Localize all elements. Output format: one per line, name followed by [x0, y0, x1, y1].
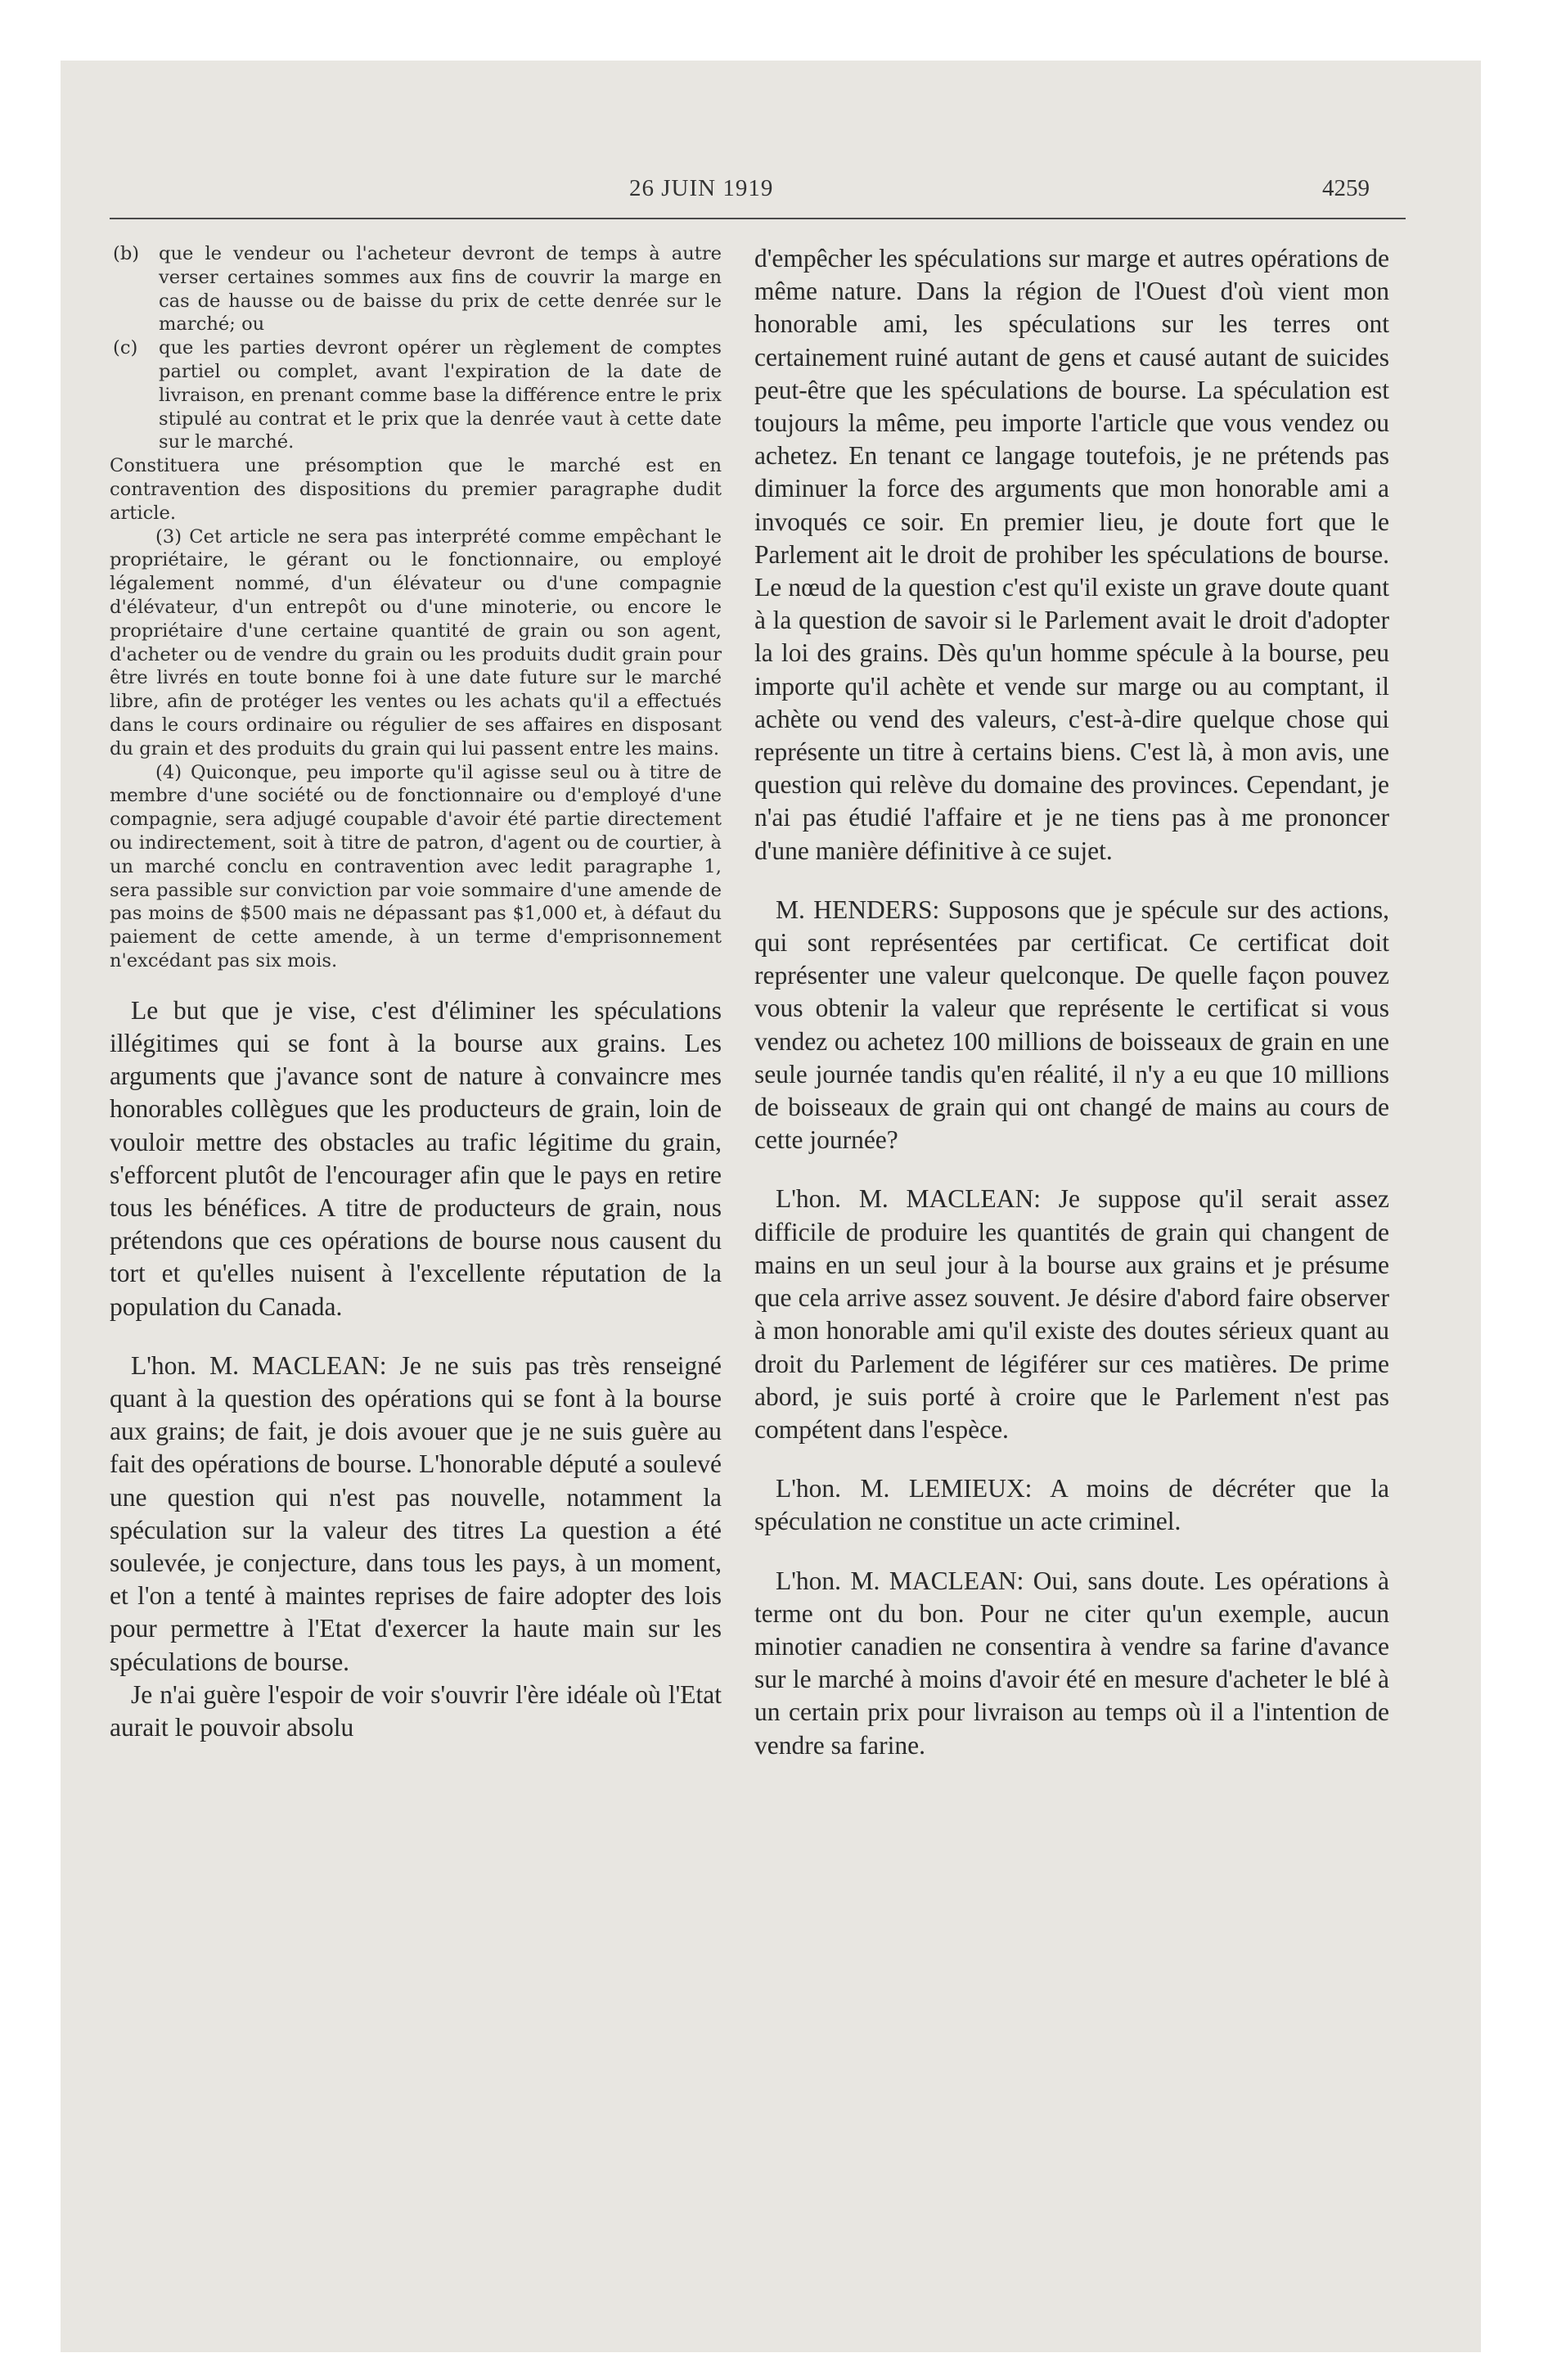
- clause-b-label: (b): [113, 243, 140, 264]
- header-date: 26 JUIN 1919: [629, 175, 774, 201]
- left-column: [110, 242, 722, 1744]
- clause-c-label: (c): [113, 337, 138, 359]
- body-paragraph: Je n'ai guère l'espoir de voir s'ouvrir l'ère idéale où l'Etat aurait le pouvoir absolu: [110, 1679, 722, 1742]
- left-body: [110, 994, 722, 1744]
- speech-maclean: L'hon. M. MACLEAN: Oui, sans doute. Les opérations à terme ont du bon. Pour ne citer qu'un exemple, aucun minotier canadien ne consentira à vendre sa farine d'avance sur le marché à moins d'avoir été en mesure d'acheter le blé à un certain prix pour livraison au temps où il a l'intention de vendre sa farine.: [754, 1566, 1389, 1760]
- header-rule: [110, 218, 1406, 219]
- right-column: [754, 242, 1389, 1762]
- body-paragraph-continued: d'empêcher les spéculations sur marge et autres opérations de même nature. Dans la région de l'Ouest d'où vient mon honorable ami, les spéculations sur les terres ont certainement ruiné autant de gens et causé autant de suicides peut-être que les spéculations de bourse. La spéculation est toujours la même, peu importe l'article que vous vendez ou achetez. En tenant ce langage toutefois, je ne prétends pas diminuer la force des arguments que mon honorable ami a invoqués ce soir. En premier lieu, je doute fort que le Parlement ait le droit de prohiber les spéculations de bourse. Le nœud de la question c'est qu'il existe un grave doute quant à la question de savoir si le Parlement avait le droit d'adopter la loi des grains. Dès qu'un homme spécule à la bourse, peu importe qu'il achète et vende sur marge ou au comptant, il achète ou vend des valeurs, c'est-à-dire quelque chose qui représente un titre à certains biens. C'est là, à mon avis, une question qui relève du domaine des provinces. Cependant, je n'ai pas étudié l'affaire et je ne tiens pas à me prononcer d'une manière définitive à ce sujet.: [754, 244, 1389, 865]
- clause-b-text: que le vendeur ou l'acheteur devront de temps à autre verser certaines sommes aux fins de couvrir la marge en cas de hausse ou de baisse du prix de cette denrée sur le marché; ou: [159, 243, 722, 336]
- scanned-page: [61, 61, 1481, 2352]
- clause-c: [110, 336, 722, 454]
- clause-c-text: que les parties devront opérer un règlement de comptes partiel ou complet, avant l'expiration de la date de livraison, en prenant comme base la différence entre le prix stipulé au contrat et le prix que la denrée vaut à cette date sur le marché.: [159, 337, 722, 453]
- speech-henders: M. HENDERS: Supposons que je spécule sur des actions, qui sont représentées par certificat. Ce certificat doit représenter une valeur quelconque. De quelle façon pouvez vous obtenir la valeur que représente le certificat si vous vendez ou achetez 100 millions de boisseaux de grain en une seule journée tandis qu'en réalité, il n'y a eu que 10 millions de boisseaux de grain qui ont changé de mains au cours de cette journée?: [754, 895, 1389, 1155]
- clause-b: [110, 242, 722, 336]
- page-number: 4259: [1322, 175, 1370, 201]
- speech-maclean: L'hon. M. MACLEAN: Je ne suis pas très renseigné quant à la question des opérations qui se font à la bourse aux grains; de fait, je dois avouer que je ne suis guère au fait des opérations de bourse. L'honorable député a soulevé une question qui n'est pas nouvelle, notamment la spéculation sur la valeur des titres La question a été soulevée, je conjecture, dans tous les pays, à un moment, et l'on a tenté à maintes reprises de faire adopter des lois pour permettre à l'Etat d'exercer la haute main sur les spéculations de bourse.: [110, 1350, 722, 1676]
- presumption-paragraph: Constituera une présomption que le marché est en contravention des dispositions du premier paragraphe dudit article.: [110, 455, 722, 524]
- speech-maclean: L'hon. M. MACLEAN: Je suppose qu'il serait assez difficile de produire les quantités de grain qui changent de mains en un seul jour à la bourse aux grains et je présume que cela arrive assez souvent. Je désire d'abord faire observer à mon honorable ami qu'il existe des doutes sérieux quant au droit du Parlement de légiférer sur ces matières. De prime abord, je suis porté à croire que le Parlement n'est pas compétent dans l'espèce.: [754, 1184, 1389, 1444]
- speech-lemieux: L'hon. M. LEMIEUX: A moins de décréter que la spéculation ne constitue un acte criminel.: [754, 1474, 1389, 1536]
- body-paragraph: Le but que je vise, c'est d'éliminer les spéculations illégitimes qui se font à la bourse aux grains. Les arguments que j'avance sont de nature à convaincre mes honorables collègues que les producteurs de grain, loin de vouloir mettre des obstacles au trafic légitime du grain, s'efforcent plutôt de l'encourager afin que le pays en retire tous les bénéfices. A titre de producteurs de grain, nous prétendons que ces opérations de bourse nous causent du tort et qu'elles nuisent à l'excellente réputation de la population du Canada.: [110, 995, 722, 1321]
- bill-text: [110, 242, 722, 973]
- right-body: [754, 242, 1389, 1762]
- subsection-4: (4) Quiconque, peu importe qu'il agisse seul ou à titre de membre d'une société ou de fonctionnaire ou d'employé d'une compagnie, sera adjugé coupable d'avoir été partie directement ou indirectement, soit à titre de patron, d'agent ou de courtier, à un marché conclu en contravention avec ledit paragraphe 1, sera passible sur conviction par voie sommaire d'une amende de pas moins de $500 mais ne dépassant pas $1,000 et, à défaut du paiement de cette amende, à un terme d'emprisonnement n'excédant pas six mois.: [110, 761, 722, 971]
- subsection-3: (3) Cet article ne sera pas interprété comme empêchant le propriétaire, le gérant ou le fonctionnaire, ou employé légalement nommé, d'un élévateur ou d'une compagnie d'élévateur, d'un entrepôt ou d'une minoterie, ou encore le propriétaire d'une certaine quantité de grain ou son agent, d'acheter ou de vendre du grain ou les produits dudit grain pour être livrés en toute bonne foi à une date future sur le marché libre, afin de protéger les ventes ou les achats qu'il a effectués dans le cours ordinaire ou régulier de ses affaires en disposant du grain et des produits du grain qui lui passent entre les mains.: [110, 525, 722, 760]
